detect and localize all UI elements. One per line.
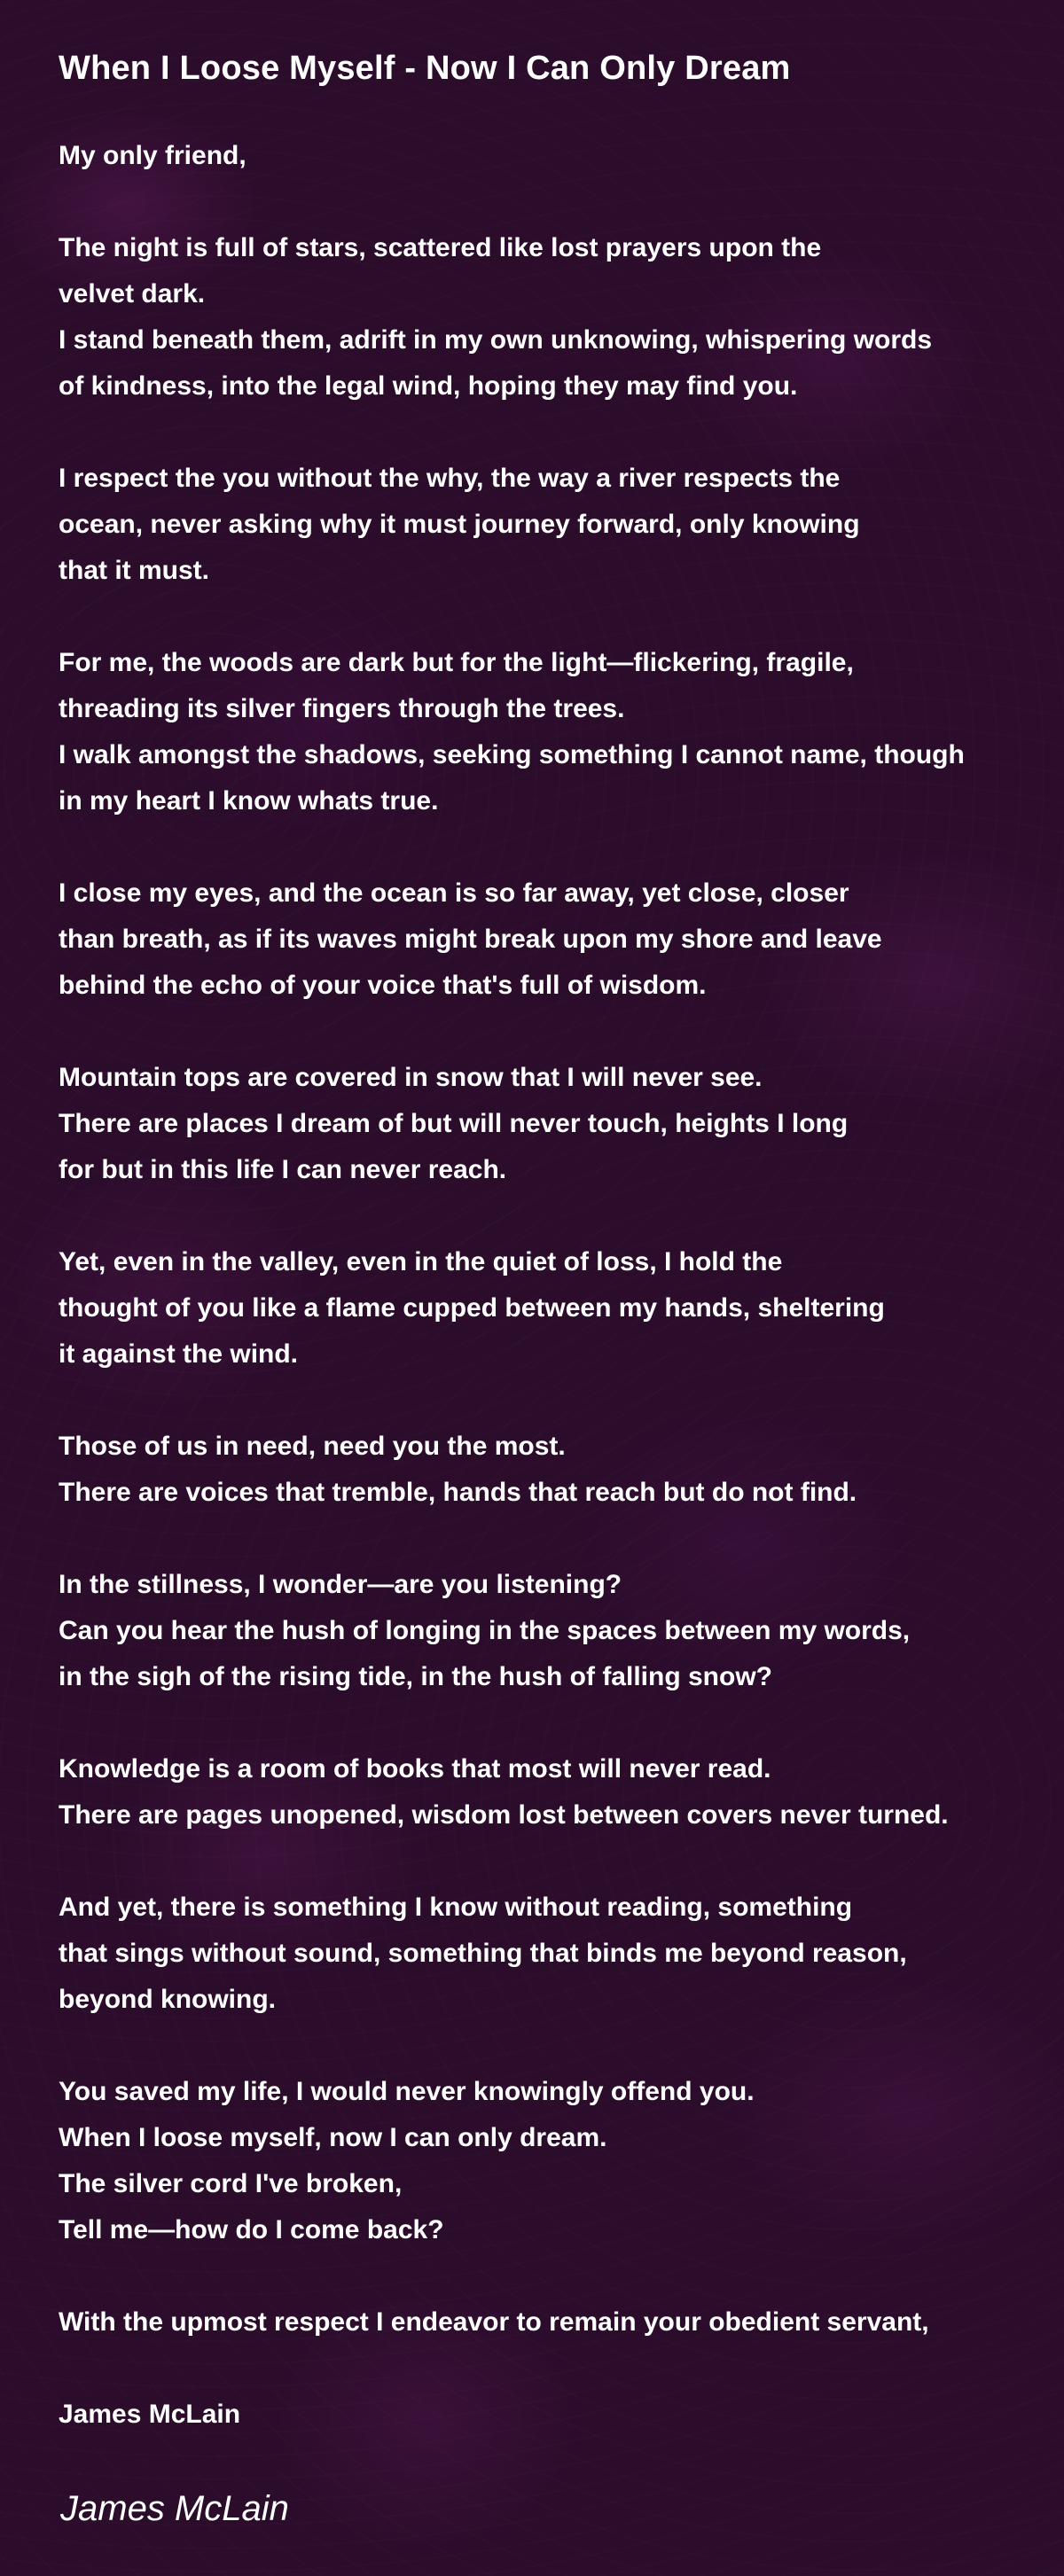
poem-line: The night is full of stars, scattered like lost prayers upon the bbox=[59, 233, 822, 262]
poem-line: it against the wind. bbox=[59, 1339, 299, 1369]
poem-line: Can you hear the hush of longing in the spaces between my words, bbox=[59, 1616, 911, 1645]
poem-body bbox=[59, 133, 1043, 2484]
poem-stanza bbox=[59, 1424, 1043, 1516]
poem-stanza bbox=[59, 640, 1043, 824]
poem-line: for but in this life I can never reach. bbox=[59, 1155, 507, 1184]
poem-stanza bbox=[59, 133, 1043, 179]
poem-stanza bbox=[59, 1885, 1043, 2023]
poem-line: I respect the you without the why, the way a river respects the bbox=[59, 464, 841, 493]
poem-stanza bbox=[59, 1746, 1043, 1838]
poem-line: Tell me—how do I come back? bbox=[59, 2215, 444, 2244]
poem-line: that it must. bbox=[59, 556, 209, 585]
poem-line: in my heart I know whats true. bbox=[59, 786, 439, 816]
poem-line: behind the echo of your voice that's full of wisdom. bbox=[59, 971, 707, 1000]
poem-title: When I Loose Myself - Now I Can Only Dream bbox=[59, 50, 791, 87]
poem-line: When I loose myself, now I can only dream. bbox=[59, 2123, 607, 2152]
poem-stanza bbox=[59, 2069, 1043, 2253]
poem-line: Knowledge is a room of books that most will never read. bbox=[59, 1754, 771, 1784]
poem-line: Yet, even in the valley, even in the quiet of loss, I hold the bbox=[59, 1247, 783, 1276]
poem-line: of kindness, into the legal wind, hoping they may find you. bbox=[59, 371, 798, 401]
poem-line: With the upmost respect I endeavor to remain your obedient servant, bbox=[59, 2307, 929, 2337]
poem-stanza bbox=[59, 2299, 1043, 2346]
poem-stanza bbox=[59, 1562, 1043, 1700]
poem-line: The silver cord I've broken, bbox=[59, 2169, 403, 2198]
poem-line: There are voices that tremble, hands that reach but do not find. bbox=[59, 1478, 857, 1507]
poem-line: threading its silver fingers through the trees. bbox=[59, 694, 625, 723]
poem-line: I walk amongst the shadows, seeking something I cannot name, though bbox=[59, 740, 965, 769]
poem-line: I close my eyes, and the ocean is so far away, yet close, closer bbox=[59, 878, 849, 908]
poem-line: that sings without sound, something that binds me beyond reason, bbox=[59, 1939, 907, 1968]
poem-line: beyond knowing. bbox=[59, 1985, 276, 2014]
poem-line: Mountain tops are covered in snow that I will never see. bbox=[59, 1063, 763, 1092]
poem-line: You saved my life, I would never knowingly offend you. bbox=[59, 2077, 755, 2106]
poem-stanza bbox=[59, 1055, 1043, 1193]
poem-line: than breath, as if its waves might break upon my shore and leave bbox=[59, 925, 882, 954]
poem-line: In the stillness, I wonder—are you listening? bbox=[59, 1570, 622, 1599]
poem-stanza bbox=[59, 456, 1043, 594]
poem-line: James McLain bbox=[59, 2400, 241, 2429]
poem-line: ocean, never asking why it must journey forward, only knowing bbox=[59, 510, 860, 539]
poem-stanza bbox=[59, 2392, 1043, 2438]
poem-line: I stand beneath them, adrift in my own unknowing, whispering words bbox=[59, 325, 933, 355]
poem-line: Those of us in need, need you the most. bbox=[59, 1432, 566, 1461]
poet-signature: James McLain bbox=[60, 2489, 289, 2528]
poem-line: For me, the woods are dark but for the light—flickering, fragile, bbox=[59, 648, 854, 677]
poem-line: velvet dark. bbox=[59, 279, 206, 308]
poem-stanza bbox=[59, 870, 1043, 1009]
poem-stanza bbox=[59, 225, 1043, 410]
poem-line: There are places I dream of but will never touch, heights I long bbox=[59, 1109, 849, 1138]
poem-line: in the sigh of the rising tide, in the hush of falling snow? bbox=[59, 1662, 772, 1691]
poem-line: My only friend, bbox=[59, 141, 246, 170]
poem-line: thought of you like a flame cupped between my hands, sheltering bbox=[59, 1293, 885, 1323]
poem-line: There are pages unopened, wisdom lost between covers never turned. bbox=[59, 1800, 949, 1830]
poem-stanza bbox=[59, 1239, 1043, 1378]
poem-line: And yet, there is something I know without reading, something bbox=[59, 1893, 853, 1922]
